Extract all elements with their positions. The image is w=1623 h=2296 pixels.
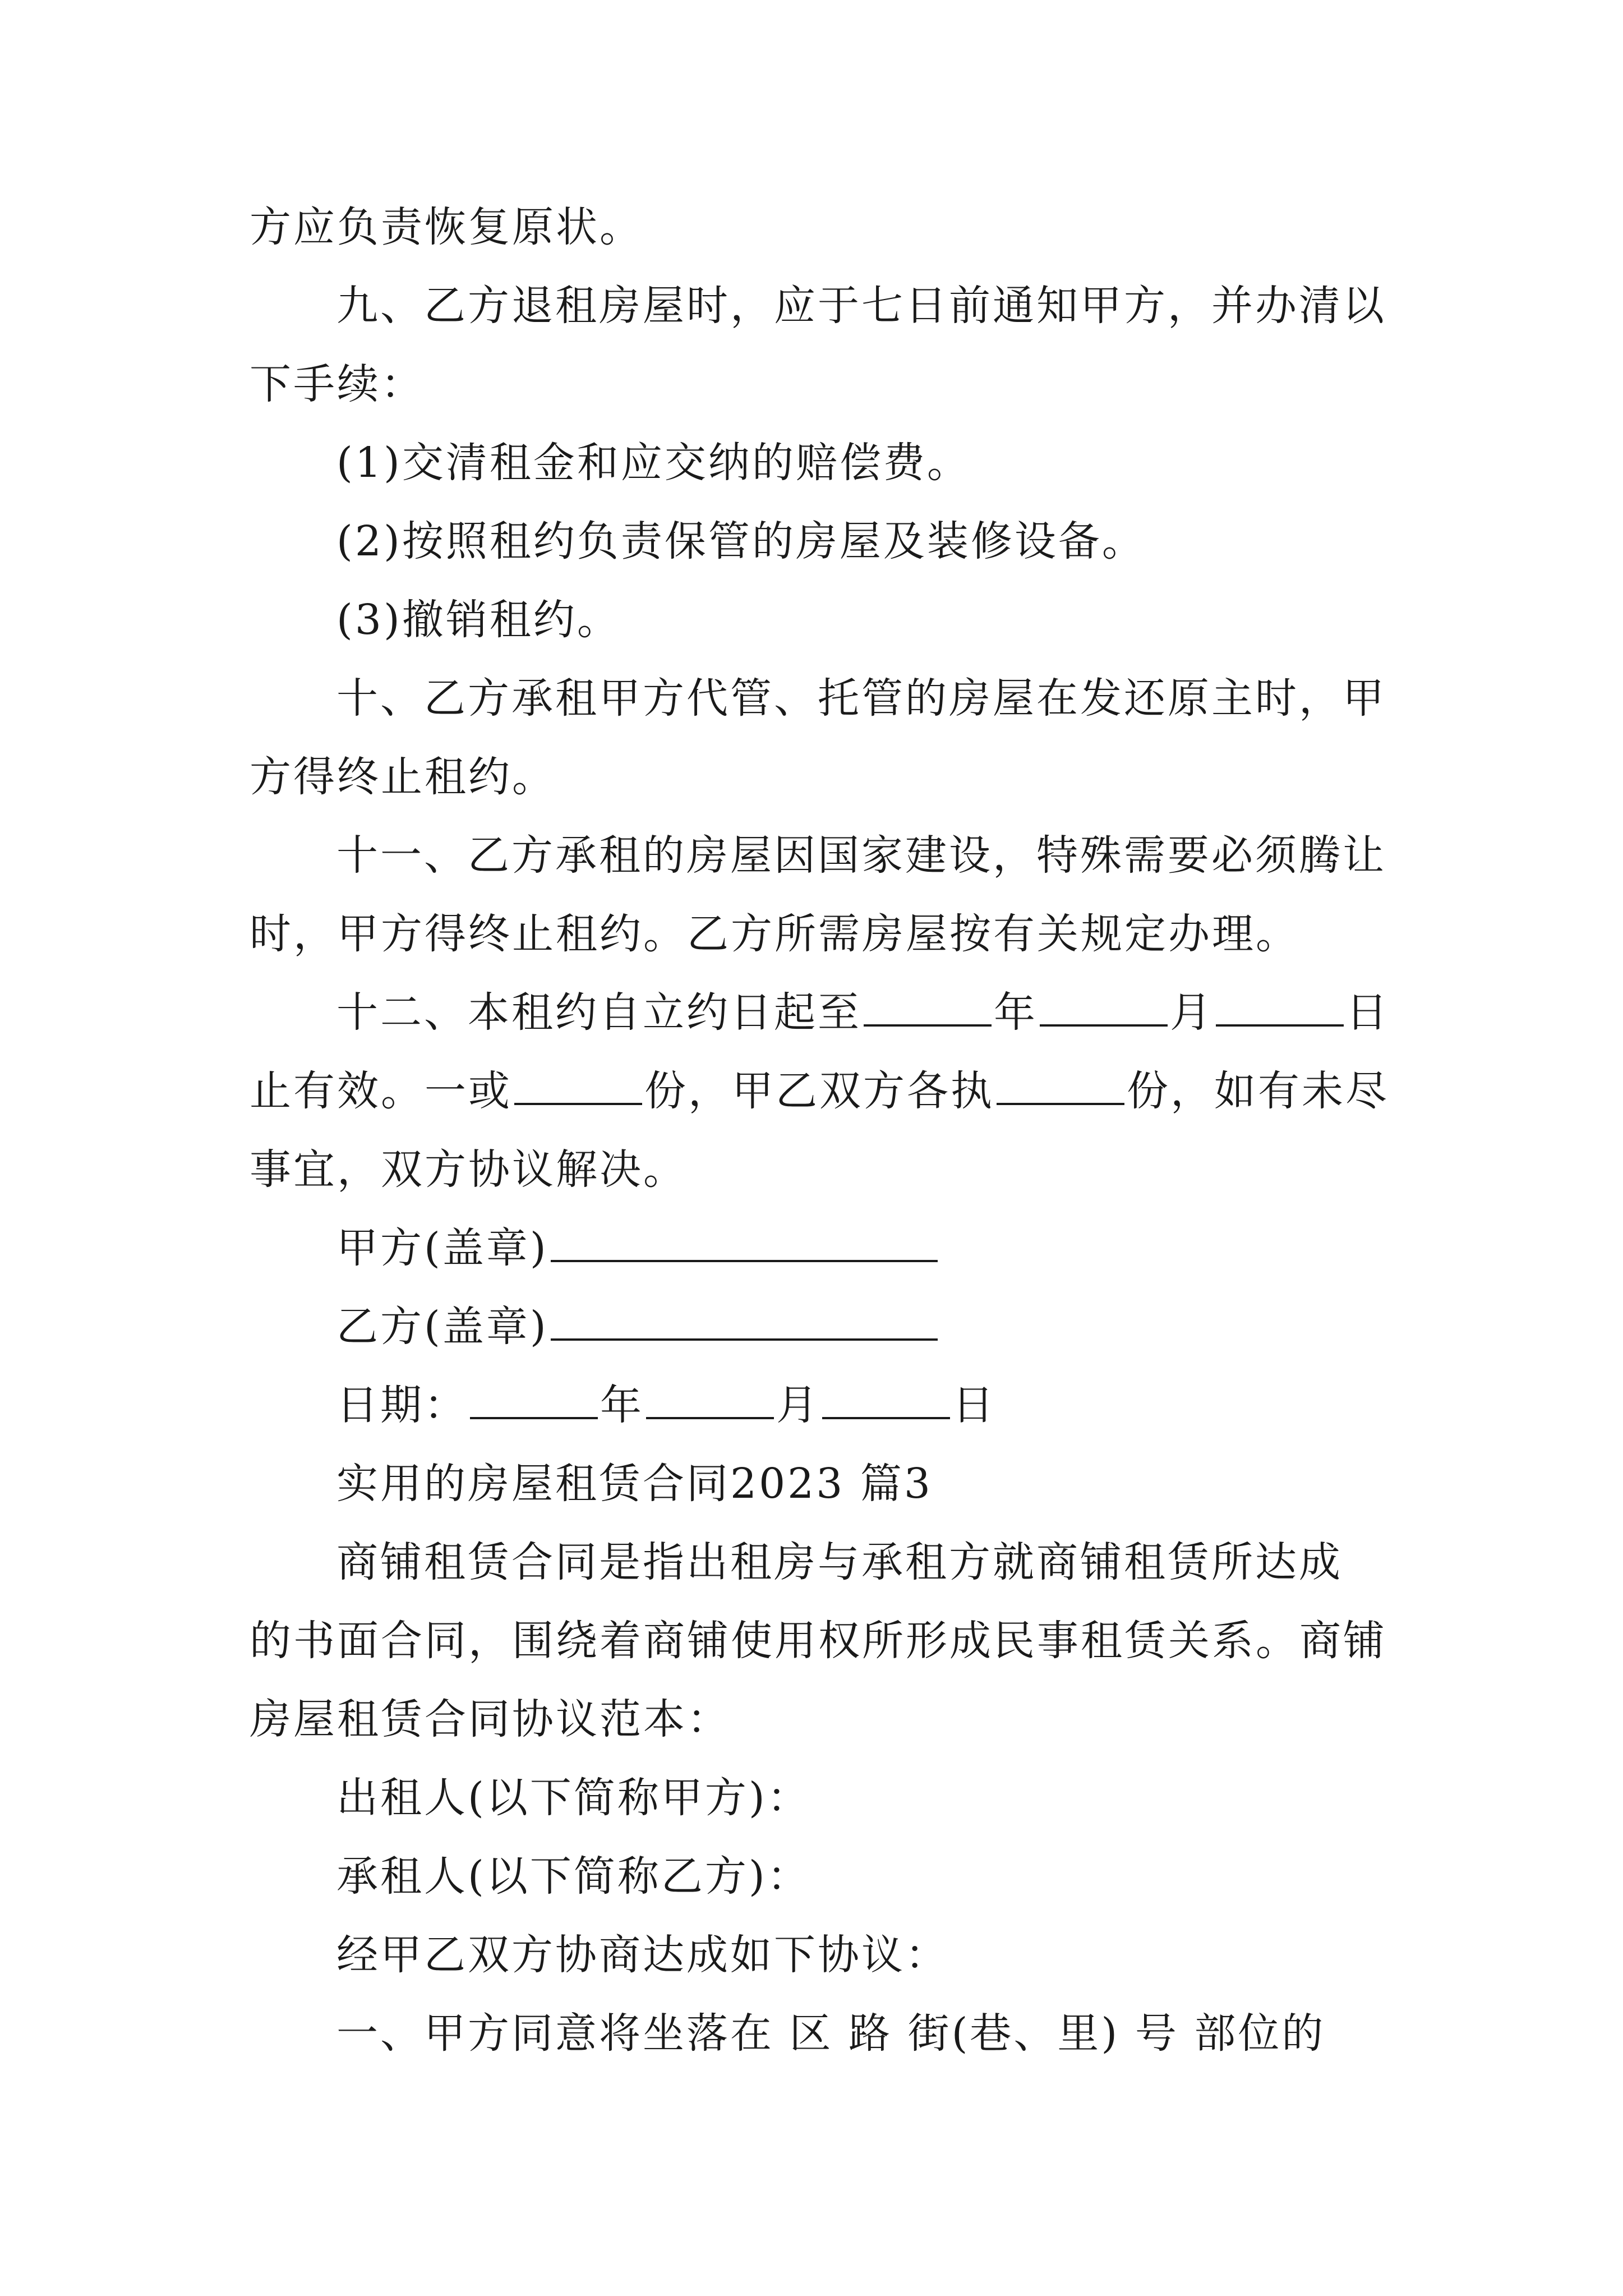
copies-each-blank <box>997 1064 1124 1105</box>
signature-date <box>336 1377 996 1433</box>
clause-1: 一、甲方同意将坐落在 区 路 街(巷、里) 号 部位的 <box>336 2009 1326 2058</box>
month-label: 月 <box>1170 988 1214 1037</box>
section-heading: 实用的房屋租赁合同2023 篇3 <box>336 1460 933 1508</box>
clause-10: 十、乙方承租甲方代管、托管的房屋在发还原主时，甲 <box>336 674 1386 723</box>
text-line: 方得终止租约。 <box>250 753 556 801</box>
clause-9: 九、乙方退租房屋时，应于七日前通知甲方，并办清以 <box>336 282 1386 330</box>
party-b-signature <box>336 1299 940 1355</box>
party-b-seal-blank <box>551 1299 938 1341</box>
procedure-item-1: (1)交清租金和应交纳的赔偿费。 <box>336 439 971 487</box>
party-b-label: 乙方(盖章) <box>336 1303 548 1351</box>
year-blank <box>864 985 992 1027</box>
day-label: 日 <box>1346 988 1390 1037</box>
lessor-line: 出租人(以下简称甲方)： <box>336 1774 811 1822</box>
text-line: 商铺租赁合同是指出租房与承租方就商铺租赁所达成 <box>336 1538 1343 1586</box>
copies-line <box>250 1063 1389 1119</box>
clause-11: 十一、乙方承租的房屋因国家建设，特殊需要必须腾让 <box>336 831 1386 880</box>
agreement-intro: 经甲乙双方协商达成如下协议： <box>336 1931 949 1979</box>
month-blank <box>1040 985 1168 1027</box>
text-line: 事宜，双方协议解决。 <box>250 1145 687 1194</box>
procedure-item-3: (3)撤销租约。 <box>336 596 621 644</box>
procedure-item-2: (2)按照租约负责保管的房屋及装修设备。 <box>336 517 1146 565</box>
text-line: 下手续： <box>250 360 425 408</box>
year-label: 年 <box>994 988 1038 1037</box>
party-a-seal-blank <box>551 1221 938 1262</box>
day-blank <box>1216 985 1344 1027</box>
clause-12-prefix: 十二、本租约自立约日起至 <box>336 988 861 1037</box>
date-day-label: 日 <box>952 1381 996 1429</box>
clause-12 <box>336 984 1390 1041</box>
date-year-blank <box>470 1378 598 1419</box>
date-year-label: 年 <box>600 1381 644 1429</box>
date-month-blank <box>646 1378 774 1419</box>
copies-blank <box>514 1064 642 1105</box>
lessee-line: 承租人(以下简称乙方)： <box>336 1852 811 1901</box>
party-a-signature <box>336 1220 940 1276</box>
date-label: 日期： <box>336 1381 468 1429</box>
party-a-label: 甲方(盖章) <box>336 1224 548 1272</box>
text-line: 方应负责恢复原状。 <box>250 203 643 251</box>
copies-mid: 份，甲乙双方各执 <box>644 1067 994 1115</box>
date-day-blank <box>822 1378 950 1419</box>
text-line: 时，甲方得终止租约。乙方所需房屋按有关规定办理。 <box>250 910 1299 958</box>
copies-suffix: 份，如有未尽 <box>1127 1067 1389 1115</box>
date-month-label: 月 <box>776 1381 820 1429</box>
text-line: 的书面合同，围绕着商铺使用权所形成民事租赁关系。商铺 <box>250 1617 1387 1665</box>
text-line: 房屋租赁合同协议范本： <box>250 1695 731 1743</box>
copies-prefix: 止有效。一或 <box>250 1067 512 1115</box>
